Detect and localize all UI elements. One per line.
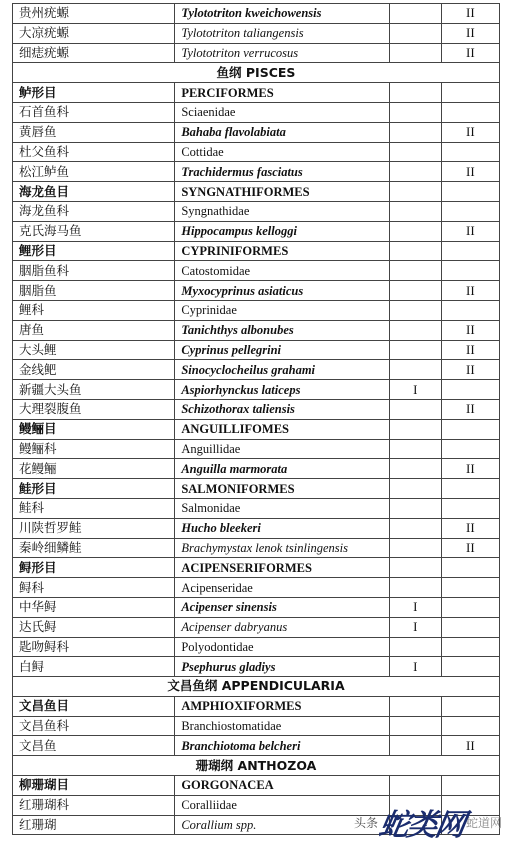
- latin-name-cell: ACIPENSERIFORMES: [175, 558, 389, 578]
- latin-name-cell: Corallium spp.: [175, 815, 389, 835]
- grade-two-cell: [441, 261, 499, 281]
- chinese-name-cell: 鳗鲡目: [13, 419, 175, 439]
- grade-one-cell: [389, 221, 441, 241]
- grade-one-cell: [389, 162, 441, 182]
- grade-one-cell: I: [389, 597, 441, 617]
- grade-one-cell: [389, 736, 441, 756]
- chinese-name-cell: 杜父鱼科: [13, 142, 175, 162]
- family-row: [13, 102, 500, 122]
- species-row: [13, 23, 500, 43]
- latin-name-cell: Anguilla marmorata: [175, 459, 389, 479]
- grade-one-cell: [389, 340, 441, 360]
- chinese-name-cell: 大理裂腹鱼: [13, 399, 175, 419]
- species-row: [13, 4, 500, 24]
- latin-name-cell: CYPRINIFORMES: [175, 241, 389, 261]
- class-header: 文昌鱼纲 APPENDICULARIA: [13, 677, 500, 697]
- species-row: [13, 459, 500, 479]
- chinese-name-cell: 石首鱼科: [13, 102, 175, 122]
- chinese-name-cell: 花鳗鲡: [13, 459, 175, 479]
- class-header-row: [13, 677, 500, 697]
- grade-one-cell: [389, 201, 441, 221]
- grade-two-cell: [441, 716, 499, 736]
- species-row: [13, 221, 500, 241]
- class-header-row: [13, 63, 500, 83]
- chinese-name-cell: 匙吻鲟科: [13, 637, 175, 657]
- species-row: [13, 538, 500, 558]
- species-row: [13, 360, 500, 380]
- order-row: [13, 479, 500, 499]
- watermark-prefix: 头条: [353, 815, 378, 830]
- grade-two-cell: II: [441, 518, 499, 538]
- chinese-name-cell: 文昌鱼: [13, 736, 175, 756]
- grade-two-cell: [441, 558, 499, 578]
- grade-one-cell: [389, 538, 441, 558]
- grade-one-cell: I: [389, 380, 441, 400]
- grade-two-cell: [441, 498, 499, 518]
- grade-one-cell: [389, 459, 441, 479]
- latin-name-cell: Myxocyprinus asiaticus: [175, 281, 389, 301]
- grade-two-cell: [441, 776, 499, 796]
- latin-name-cell: Cyprinidae: [175, 300, 389, 320]
- grade-two-cell: [441, 142, 499, 162]
- grade-one-cell: [389, 241, 441, 261]
- grade-one-cell: [389, 122, 441, 142]
- chinese-name-cell: 达氏鲟: [13, 617, 175, 637]
- species-row: [13, 617, 500, 637]
- family-row: [13, 201, 500, 221]
- species-protection-table: [12, 3, 500, 835]
- order-row: [13, 182, 500, 202]
- chinese-name-cell: 海龙鱼目: [13, 182, 175, 202]
- grade-two-cell: II: [441, 459, 499, 479]
- grade-two-cell: [441, 479, 499, 499]
- grade-two-cell: [441, 578, 499, 598]
- grade-two-cell: [441, 419, 499, 439]
- grade-one-cell: [389, 696, 441, 716]
- grade-one-cell: [389, 716, 441, 736]
- latin-name-cell: Syngnathidae: [175, 201, 389, 221]
- grade-two-cell: [441, 696, 499, 716]
- latin-name-cell: Sciaenidae: [175, 102, 389, 122]
- latin-name-cell: Cottidae: [175, 142, 389, 162]
- table-body: [13, 4, 500, 835]
- grade-one-cell: [389, 142, 441, 162]
- latin-name-cell: Coralliidae: [175, 795, 389, 815]
- latin-name-cell: GORGONACEA: [175, 776, 389, 796]
- latin-name-cell: Anguillidae: [175, 439, 389, 459]
- family-row: [13, 498, 500, 518]
- latin-name-cell: Acipenser sinensis: [175, 597, 389, 617]
- grade-one-cell: [389, 182, 441, 202]
- chinese-name-cell: 白鲟: [13, 657, 175, 677]
- grade-two-cell: [441, 439, 499, 459]
- latin-name-cell: Tylototriton verrucosus: [175, 43, 389, 63]
- latin-name-cell: Sinocyclocheilus grahami: [175, 360, 389, 380]
- grade-two-cell: [441, 83, 499, 103]
- grade-two-cell: II: [441, 162, 499, 182]
- species-row: [13, 380, 500, 400]
- grade-two-cell: II: [441, 281, 499, 301]
- chinese-name-cell: 唐鱼: [13, 320, 175, 340]
- grade-one-cell: [389, 23, 441, 43]
- grade-two-cell: [441, 102, 499, 122]
- grade-two-cell: II: [441, 340, 499, 360]
- grade-two-cell: [441, 597, 499, 617]
- latin-name-cell: AMPHIOXIFORMES: [175, 696, 389, 716]
- chinese-name-cell: 松江鲈鱼: [13, 162, 175, 182]
- grade-two-cell: II: [441, 23, 499, 43]
- chinese-name-cell: 细痣疣螈: [13, 43, 175, 63]
- chinese-name-cell: 大头鲤: [13, 340, 175, 360]
- chinese-name-cell: 海龙鱼科: [13, 201, 175, 221]
- watermark: [353, 804, 502, 843]
- chinese-name-cell: 胭脂鱼科: [13, 261, 175, 281]
- chinese-name-cell: 胭脂鱼: [13, 281, 175, 301]
- latin-name-cell: ANGUILLIFOMES: [175, 419, 389, 439]
- latin-name-cell: Branchiostomatidae: [175, 716, 389, 736]
- grade-one-cell: [389, 261, 441, 281]
- latin-name-cell: Salmonidae: [175, 498, 389, 518]
- chinese-name-cell: 文昌鱼目: [13, 696, 175, 716]
- class-header-row: [13, 756, 500, 776]
- latin-name-cell: PERCIFORMES: [175, 83, 389, 103]
- chinese-name-cell: 鲑科: [13, 498, 175, 518]
- species-row: [13, 340, 500, 360]
- grade-two-cell: II: [441, 360, 499, 380]
- order-row: [13, 83, 500, 103]
- grade-one-cell: I: [389, 617, 441, 637]
- latin-name-cell: Catostomidae: [175, 261, 389, 281]
- watermark-suffix: 蛇道网: [465, 815, 502, 830]
- grade-one-cell: [389, 360, 441, 380]
- grade-one-cell: I: [389, 657, 441, 677]
- latin-name-cell: SYNGNATHIFORMES: [175, 182, 389, 202]
- latin-name-cell: Schizothorax taliensis: [175, 399, 389, 419]
- latin-name-cell: Tanichthys albonubes: [175, 320, 389, 340]
- grade-one-cell: [389, 281, 441, 301]
- chinese-name-cell: 柳珊瑚目: [13, 776, 175, 796]
- grade-one-cell: [389, 776, 441, 796]
- species-row: [13, 597, 500, 617]
- chinese-name-cell: 中华鲟: [13, 597, 175, 617]
- latin-name-cell: Tylototriton taliangensis: [175, 23, 389, 43]
- family-row: [13, 261, 500, 281]
- chinese-name-cell: 川陕哲罗鲑: [13, 518, 175, 538]
- grade-one-cell: [389, 43, 441, 63]
- grade-two-cell: [441, 637, 499, 657]
- family-row: [13, 300, 500, 320]
- grade-two-cell: II: [441, 736, 499, 756]
- order-row: [13, 558, 500, 578]
- grade-two-cell: [441, 241, 499, 261]
- chinese-name-cell: 大凉疣螈: [13, 23, 175, 43]
- chinese-name-cell: 秦岭细鳞鲑: [13, 538, 175, 558]
- chinese-name-cell: 红珊瑚科: [13, 795, 175, 815]
- latin-name-cell: Branchiotoma belcheri: [175, 736, 389, 756]
- grade-one-cell: [389, 83, 441, 103]
- order-row: [13, 241, 500, 261]
- latin-name-cell: Cyprinus pellegrini: [175, 340, 389, 360]
- latin-name-cell: Hippocampus kelloggi: [175, 221, 389, 241]
- chinese-name-cell: 红珊瑚: [13, 815, 175, 835]
- grade-one-cell: [389, 300, 441, 320]
- family-row: [13, 142, 500, 162]
- latin-name-cell: SALMONIFORMES: [175, 479, 389, 499]
- grade-one-cell: [389, 419, 441, 439]
- family-row: [13, 578, 500, 598]
- grade-two-cell: [441, 182, 499, 202]
- latin-name-cell: Brachymystax lenok tsinlingensis: [175, 538, 389, 558]
- grade-one-cell: [389, 320, 441, 340]
- grade-two-cell: II: [441, 43, 499, 63]
- grade-one-cell: [389, 578, 441, 598]
- grade-one-cell: [389, 518, 441, 538]
- species-row: [13, 736, 500, 756]
- chinese-name-cell: 新疆大头鱼: [13, 380, 175, 400]
- species-table: [12, 3, 500, 835]
- grade-two-cell: II: [441, 122, 499, 142]
- family-row: [13, 439, 500, 459]
- species-row: [13, 518, 500, 538]
- chinese-name-cell: 克氏海马鱼: [13, 221, 175, 241]
- grade-two-cell: II: [441, 320, 499, 340]
- latin-name-cell: Psephurus gladiys: [175, 657, 389, 677]
- grade-two-cell: II: [441, 538, 499, 558]
- species-row: [13, 657, 500, 677]
- grade-one-cell: [389, 439, 441, 459]
- grade-one-cell: [389, 558, 441, 578]
- species-row: [13, 399, 500, 419]
- species-row: [13, 43, 500, 63]
- grade-two-cell: [441, 617, 499, 637]
- grade-two-cell: II: [441, 399, 499, 419]
- grade-two-cell: II: [441, 221, 499, 241]
- chinese-name-cell: 鲈形目: [13, 83, 175, 103]
- chinese-name-cell: 贵州疣螈: [13, 4, 175, 24]
- chinese-name-cell: 鳗鲡科: [13, 439, 175, 459]
- latin-name-cell: Trachidermus fasciatus: [175, 162, 389, 182]
- watermark-logo: 蛇类网: [376, 808, 467, 843]
- grade-two-cell: [441, 300, 499, 320]
- grade-one-cell: [389, 102, 441, 122]
- latin-name-cell: Aspiorhynckus laticeps: [175, 380, 389, 400]
- species-row: [13, 122, 500, 142]
- chinese-name-cell: 鲟形目: [13, 558, 175, 578]
- latin-name-cell: Polyodontidae: [175, 637, 389, 657]
- chinese-name-cell: 鲤科: [13, 300, 175, 320]
- species-row: [13, 281, 500, 301]
- grade-two-cell: [441, 657, 499, 677]
- order-row: [13, 419, 500, 439]
- species-row: [13, 320, 500, 340]
- chinese-name-cell: 鲤形目: [13, 241, 175, 261]
- order-row: [13, 696, 500, 716]
- chinese-name-cell: 文昌鱼科: [13, 716, 175, 736]
- latin-name-cell: Hucho bleekeri: [175, 518, 389, 538]
- latin-name-cell: Acipenseridae: [175, 578, 389, 598]
- grade-one-cell: [389, 498, 441, 518]
- chinese-name-cell: 金线鲃: [13, 360, 175, 380]
- grade-one-cell: [389, 637, 441, 657]
- grade-one-cell: [389, 479, 441, 499]
- grade-two-cell: II: [441, 4, 499, 24]
- family-row: [13, 716, 500, 736]
- class-header: 鱼纲 PISCES: [13, 63, 500, 83]
- latin-name-cell: Bahaba flavolabiata: [175, 122, 389, 142]
- order-row: [13, 776, 500, 796]
- class-header: 珊瑚纲 ANTHOZOA: [13, 756, 500, 776]
- grade-two-cell: [441, 201, 499, 221]
- latin-name-cell: Acipenser dabryanus: [175, 617, 389, 637]
- chinese-name-cell: 黄唇鱼: [13, 122, 175, 142]
- family-row: [13, 637, 500, 657]
- chinese-name-cell: 鲟科: [13, 578, 175, 598]
- grade-two-cell: [441, 380, 499, 400]
- grade-one-cell: [389, 399, 441, 419]
- grade-one-cell: [389, 4, 441, 24]
- species-row: [13, 162, 500, 182]
- latin-name-cell: Tylototriton kweichowensis: [175, 4, 389, 24]
- chinese-name-cell: 鲑形目: [13, 479, 175, 499]
